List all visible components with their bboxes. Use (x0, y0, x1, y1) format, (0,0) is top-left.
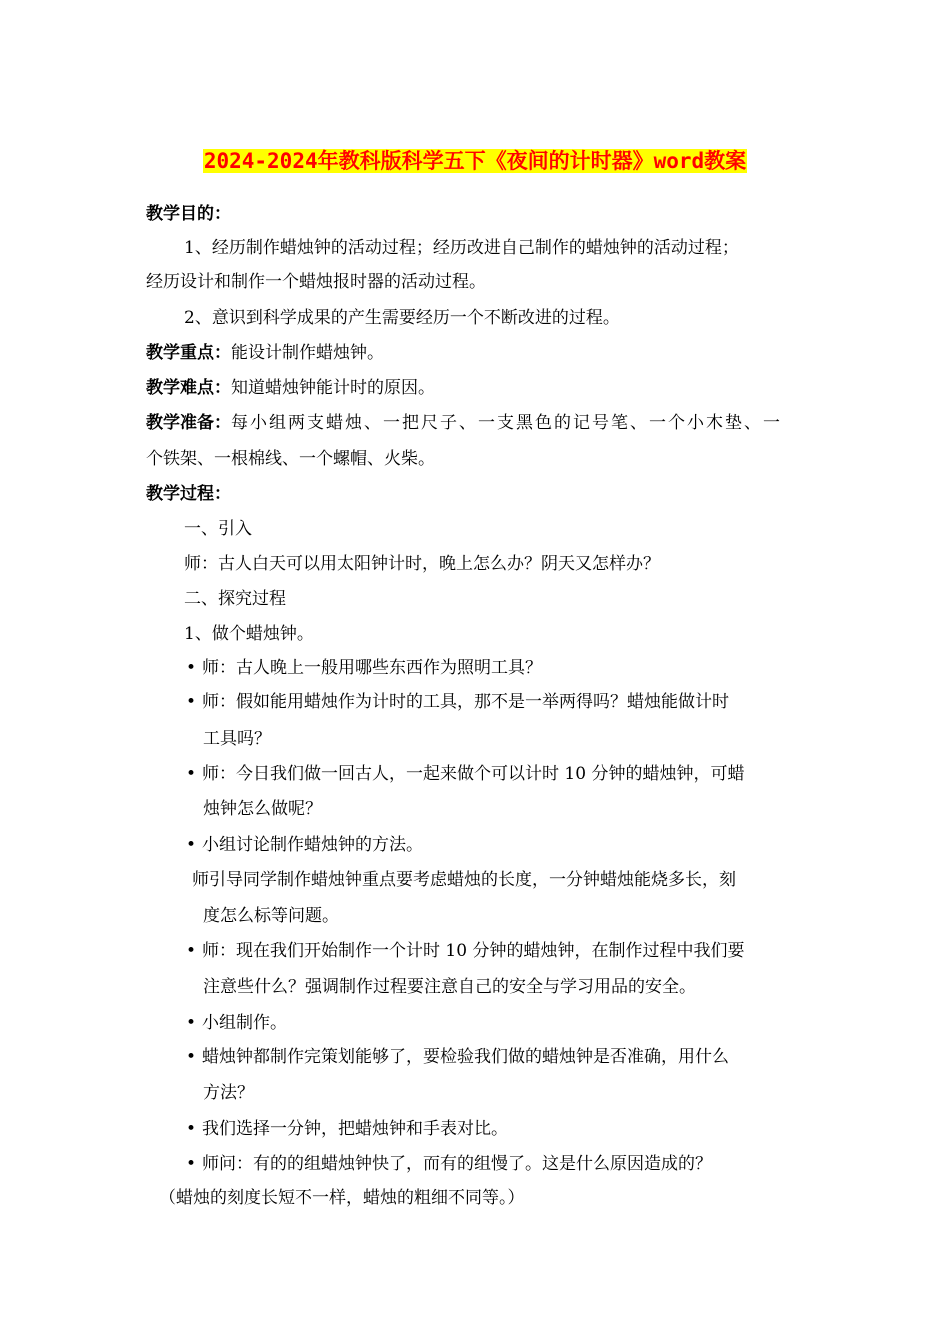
answer-note: （蜡烛的刻度长短不一样，蜡烛的粗细不同等。） (159, 1188, 525, 1208)
preparation-line-2: 个铁架、一根棉线、一个螺帽、火柴。 (146, 449, 435, 469)
list-item-text: 小组讨论制作蜡烛钟的方法。 (202, 835, 423, 855)
process-heading: 教学过程： (146, 484, 231, 504)
bullet-icon: • (186, 658, 197, 678)
list-item (186, 1011, 856, 1035)
list-item (186, 939, 856, 963)
bullet-icon: • (186, 941, 197, 961)
list-item (186, 1117, 856, 1141)
list-item-continuation: 烛钟怎么做呢？ (203, 799, 322, 819)
difficulty-label: 教学难点： (146, 378, 231, 398)
objective-1-line-2: 经历设计和制作一个蜡烛报时器的活动过程。 (146, 272, 486, 292)
intro-question: 师：古人白天可以用太阳钟计时，晚上怎么办？阴天又怎样办？ (184, 554, 660, 574)
difficulty (146, 376, 816, 400)
section-intro-heading: 一、引入 (184, 519, 252, 539)
list-item-text: 小组制作。 (202, 1013, 287, 1033)
difficulty-text: 知道蜡烛钟能计时的原因。 (231, 378, 435, 398)
step-1-heading: 1、做个蜡烛钟。 (184, 624, 314, 644)
guide-line-1: 师引导同学制作蜡烛钟重点要考虑蜡烛的长度，一分钟蜡烛能烧多长，刻 (192, 870, 736, 890)
preparation-line-1: 每小组两支蜡烛、一把尺子、一支黑色的记号笔、一个小木垫、一 (231, 413, 782, 433)
section-explore-heading: 二、探究过程 (184, 589, 286, 609)
bullet-icon: • (186, 1013, 197, 1033)
list-item-text: 师问：有的的组蜡烛钟快了，而有的组慢了。这是什么原因造成的？ (202, 1154, 712, 1174)
bullet-icon: • (186, 764, 197, 784)
bullet-icon: • (186, 1154, 197, 1174)
list-item (186, 1045, 856, 1069)
key-point (146, 341, 816, 365)
document-title (0, 146, 950, 176)
preparation (146, 411, 806, 435)
list-item-continuation: 注意些什么？强调制作过程要注意自己的安全与学习用品的安全。 (203, 977, 696, 997)
list-item (186, 690, 856, 714)
list-item-continuation: 工具吗？ (203, 729, 271, 749)
list-item (186, 833, 856, 857)
guide-line-2: 度怎么标等问题。 (203, 906, 339, 926)
list-item-continuation: 方法？ (203, 1083, 254, 1103)
list-item-text: 蜡烛钟都制作完策划能够了，要检验我们做的蜡烛钟是否准确，用什么 (202, 1047, 729, 1067)
title-text: 2024-2024年教科版科学五下《夜间的计时器》word教案 (203, 149, 747, 173)
bullet-icon: • (186, 835, 197, 855)
list-item-text: 师：现在我们开始制作一个计时 10 分钟的蜡烛钟，在制作过程中我们要 (202, 941, 745, 961)
bullet-icon: • (186, 1047, 197, 1067)
objective-1-line-1: 1、经历制作蜡烛钟的活动过程；经历改进自己制作的蜡烛钟的活动过程； (184, 238, 739, 258)
bullet-icon: • (186, 1119, 197, 1139)
list-item-text: 我们选择一分钟，把蜡烛钟和手表对比。 (202, 1119, 508, 1139)
list-item (186, 762, 856, 786)
list-item-text: 师：假如能用蜡烛作为计时的工具，那不是一举两得吗？蜡烛能做计时 (202, 692, 729, 712)
objective-2: 2、意识到科学成果的产生需要经历一个不断改进的过程。 (184, 308, 620, 328)
list-item (186, 1152, 856, 1176)
objectives-heading: 教学目的： (146, 204, 231, 224)
list-item-text: 师：今日我们做一回古人，一起来做个可以计时 10 分钟的蜡烛钟，可蜡 (202, 764, 745, 784)
preparation-label: 教学准备： (146, 413, 231, 433)
list-item (186, 656, 856, 680)
key-point-label: 教学重点： (146, 343, 231, 363)
bullet-icon: • (186, 692, 197, 712)
key-point-text: 能设计制作蜡烛钟。 (231, 343, 384, 363)
list-item-text: 师：古人晚上一般用哪些东西作为照明工具？ (202, 658, 542, 678)
